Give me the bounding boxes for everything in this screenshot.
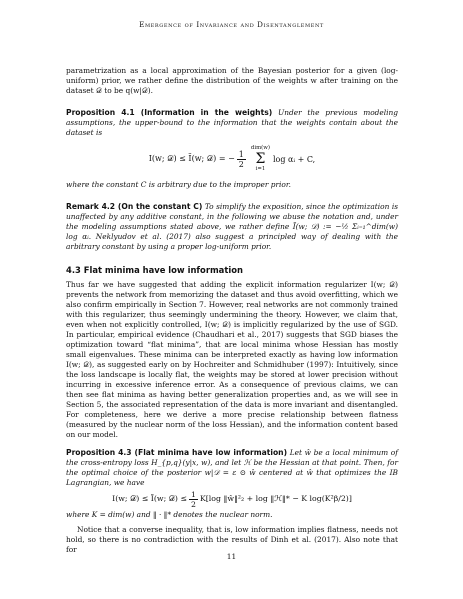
flat-fraction-numerator: 1	[190, 489, 196, 499]
equation-sum	[251, 145, 270, 173]
proposition-4-3-head: Proposition 4.3 (Flat minima have low information)	[66, 448, 288, 457]
equation-rhs: log αᵢ + C,	[273, 154, 316, 164]
proposition-4-1-after: where the constant C is arbitrary due to the improper prior.	[66, 180, 291, 189]
proposition-4-3-after: where K = dim(w) and ‖ · ‖* denotes the nuclear norm.	[66, 510, 273, 519]
proposition-4-1-text: Under the previous modeling assumptions, the upper-bound to the information that the weights contain about the dataset is	[66, 108, 398, 137]
sum-symbol: Σ	[255, 151, 266, 167]
equation-flat-minima	[66, 488, 398, 510]
page-number: 11	[226, 552, 237, 561]
section-heading-4-3: 4.3 Flat minima have low information	[66, 265, 243, 275]
remark-4-2-head: Remark 4.2 (On the constant C)	[66, 202, 203, 211]
fraction-denominator: 2	[238, 159, 244, 169]
remark-4-2-text: To simplify the exposition, since the optimization is unaffected by any additive constant, in the following we abuse the notation and, under the modeling assumptions stated above, we rather define Ĩ(w; 𝒟) := −½ Σᵢ₌₁^dim(w) log αᵢ. Neklyudov et al. (2017) also suggest a principled way of dealing with the arbitrary constant by using a proper log-uniform prior.	[66, 202, 398, 251]
equation-flat-rhs: K[log ‖ŵ‖²₂ + log ‖ℋ‖* − K log(K²β/2)]	[199, 494, 352, 503]
sum-lower-limit: i=1	[255, 166, 266, 172]
equation-information-bound	[66, 138, 398, 180]
equation-lhs: I(w; 𝒟) ≤ Ĩ(w; 𝒟) = −	[148, 154, 235, 163]
proposition-4-3	[66, 448, 398, 488]
page-body	[66, 66, 398, 555]
fraction-numerator: 1	[238, 149, 244, 159]
flat-fraction-denominator: 2	[190, 499, 196, 509]
remark-4-2	[66, 202, 398, 252]
equation-fraction	[237, 150, 246, 169]
equation-flat-fraction	[189, 490, 198, 509]
proposition-4-3-text: Let ŵ be a local minimum of the cross-entropy loss H_{p,q}(y|x, w), and let ℋ be the Hessian at that point. Then, for the optimal choice of the posterior w|𝒟 = ε ⊙ ŵ centered at ŵ that optimizes the IB Lagrangian, we have	[66, 448, 398, 487]
proposition-4-1-head: Proposition 4.1 (Information in the weights)	[66, 108, 273, 117]
sum-upper-limit: dim(w)	[250, 145, 270, 151]
closing-paragraph: Notice that a converse inequality, that is, low information implies flatness, needs not hold, so there is no contradiction with the results of Dinh et al. (2017). Also note that for	[66, 525, 398, 554]
running-head: Emergence of Invariance and Disentanglement	[139, 20, 324, 29]
intro-paragraph: parametrization as a local approximation of the Bayesian posterior for a given (log-uniform) prior, we rather define the distribution of the weights w after training on the dataset 𝒟 to be q(w|𝒟).	[66, 66, 398, 95]
section-4-3-paragraph: Thus far we have suggested that adding the explicit information regularizer I(w; 𝒟) prevents the network from memorizing the dataset and thus avoid overfitting, which we also confirm empirically in Section 7. However, real networks are not commonly trained with this regularizer, thus seemingly undermining the theory. However, we claim that, even when not explicitly controlled, I(w; 𝒟) is implicitly regularized by the use of SGD. In particular, empirical evidence (Chaudhari et al., 2017) suggests that SGD biases the optimization toward “flat minima”, that are local minima whose Hessian has mostly small eigenvalues. These minima can be interpreted exactly as having low information I(w; 𝒟), as suggested early on by Hochreiter and Schmidhuber (1997): Intuitively, since the loss landscape is locally flat, the weights may be stored at lower precision without incurring in excessive inference error. As a consequence of previous claims, we can then see flat minima as having better generalization properties and, as we will see in Section 5, the associated representation of the data is more invariant and disentangled. For completeness, here we derive a more precise relationship between flatness (measured by the nuclear norm of the loss Hessian), and the information content based on our model.	[66, 280, 398, 439]
equation-flat-lhs: I(w; 𝒟) ≤ Ĩ(w; 𝒟) ≤	[112, 494, 187, 503]
proposition-4-1	[66, 108, 398, 138]
